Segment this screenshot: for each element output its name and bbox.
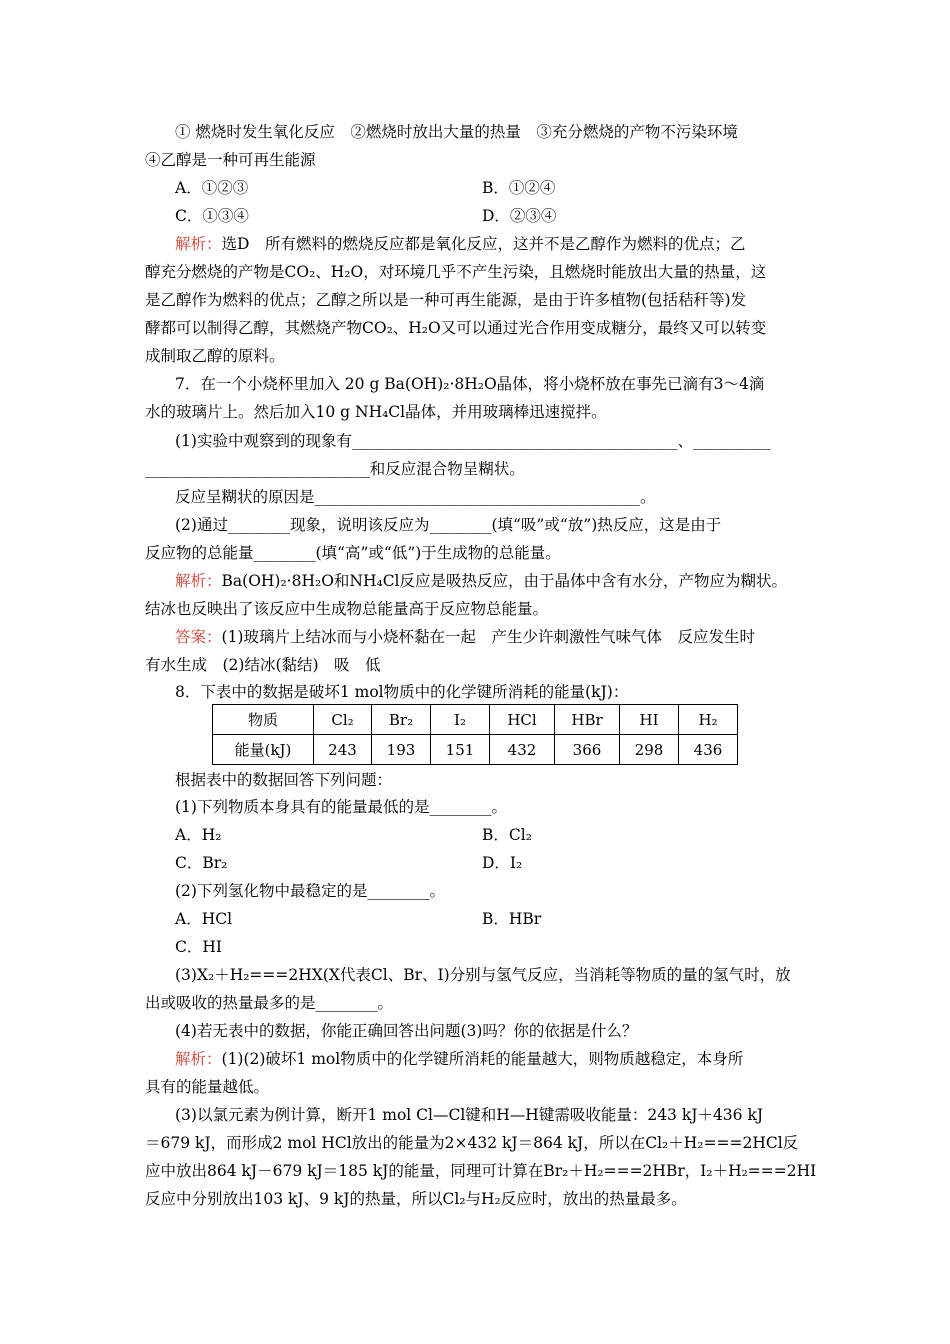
q8-sub4: (4)若无表中的数据，你能正确回答出问题(3)吗？你的依据是什么？ <box>175 1022 638 1040</box>
q7-part1-line1: (1)实验中观察到的现象有__________________________________________、__________ <box>175 432 771 450</box>
q7-answer-line1 <box>175 627 755 647</box>
q6-option-d: D．②③④ <box>482 207 557 225</box>
q6-analysis-line4: 酵都可以制得乙醇，其燃烧产物CO₂、H₂O又可以通过光合作用变成糖分，最终又可以转变 <box>145 319 767 337</box>
analysis-label: 解析： <box>175 1050 222 1068</box>
q8-analysis-line2: 具有的能量越低。 <box>145 1078 270 1096</box>
table-cell: 432 <box>490 735 555 765</box>
q8-sub1-option-d: D．I₂ <box>482 854 523 872</box>
q8-analysis-text: (1)(2)破坏1 mol物质中的化学键所消耗的能量越大，则物质越稳定，本身所 <box>221 1050 744 1068</box>
q7-part1-line3: 反应呈糊状的原因是__________________________________________。 <box>175 488 656 506</box>
table-cell: Cl₂ <box>314 705 372 735</box>
q8-sub1: (1)下列物质本身具有的能量最低的是________。 <box>175 798 507 816</box>
q8-stem: 8．下表中的数据是破坏1 mol物质中的化学键所消耗的能量(kJ)： <box>175 683 629 701</box>
analysis-label: 解析： <box>175 572 222 590</box>
bond-energy-table <box>212 704 738 765</box>
table-cell: H₂ <box>679 705 738 735</box>
q7-part2-line1: (2)通过________现象，说明该反应为________(填“吸”或“放”)热反应，这是由于 <box>175 516 722 534</box>
table-cell: 193 <box>372 735 431 765</box>
q6-option-c: C．①③④ <box>175 207 249 225</box>
table-cell: 151 <box>431 735 490 765</box>
q8-calc-line1: (3)以氯元素为例计算，断开1 mol Cl—Cl键和H—H键需吸收能量：243 kJ＋436 kJ <box>175 1106 764 1124</box>
q8-analysis-line1 <box>175 1049 743 1069</box>
q7-stem-line1: 7．在一个小烧杯里加入 20 g Ba(OH)₂·8H₂O晶体，将小烧杯放在事先已滴有3～4滴 <box>175 375 765 393</box>
q8-calc-line2: ＝679 kJ，而形成2 mol HCl放出的能量为2×432 kJ＝864 kJ，所以在Cl₂＋H₂===2HCl反 <box>145 1134 799 1152</box>
answer-label: 答案： <box>175 628 222 646</box>
q6-option-b: B．①②④ <box>482 179 556 197</box>
q6-analysis-text: 选D 所有燃料的燃烧反应都是氧化反应，这并不是乙醇作为燃料的优点；乙 <box>221 235 746 253</box>
table-cell: 能量(kJ) <box>213 735 314 765</box>
q6-analysis-line2: 醇充分燃烧的产物是CO₂、H₂O，对环境几乎不产生污染，且燃烧时能放出大量的热量，这 <box>145 263 767 281</box>
q8-sub3-line2: 出或吸收的热量最多的是________。 <box>145 994 394 1012</box>
q7-analysis-line2: 结冰也反映出了该反应中生成物总能量高于反应物总能量。 <box>145 600 549 618</box>
q8-calc-line3: 应中放出864 kJ－679 kJ＝185 kJ的能量，同理可计算在Br₂＋H₂===2HBr，I₂＋H₂===2HI <box>145 1162 817 1180</box>
q8-sub2-option-a: A．HCl <box>175 910 233 928</box>
table-cell: Br₂ <box>372 705 431 735</box>
q6-stem-line1: ① 燃烧时发生氧化反应 ②燃烧时放出大量的热量 ③充分燃烧的产物不污染环境 <box>175 123 738 141</box>
q6-analysis-line5: 成制取乙醇的原料。 <box>145 347 285 365</box>
table-cell: 366 <box>555 735 620 765</box>
table-header-row <box>213 705 738 735</box>
q7-analysis-line1 <box>175 571 787 591</box>
q7-part2-line2: 反应物的总能量________(填“高”或“低”)于生成物的总能量。 <box>145 544 561 562</box>
table-cell: 243 <box>314 735 372 765</box>
table-cell: HBr <box>555 705 620 735</box>
q6-stem-line2: ④乙醇是一种可再生能源 <box>145 151 316 169</box>
q7-stem-line2: 水的玻璃片上。然后加入10 g NH₄Cl晶体，并用玻璃棒迅速搅拌。 <box>145 403 607 421</box>
q6-analysis-line1 <box>175 234 745 254</box>
q8-sub1-option-a: A．H₂ <box>175 826 222 844</box>
q6-option-a: A．①②③ <box>175 179 249 197</box>
q8-sub2-option-b: B．HBr <box>482 910 542 928</box>
q8-intro: 根据表中的数据回答下列问题： <box>175 771 393 789</box>
q6-analysis-line3: 是乙醇作为燃料的优点；乙醇之所以是一种可再生能源，是由于许多植物(包括秸秆等)发 <box>145 291 747 309</box>
q7-analysis-text: Ba(OH)₂·8H₂O和NH₄Cl反应是吸热反应，由于晶体中含有水分，产物应为糊状。 <box>221 572 788 590</box>
table-cell: 298 <box>620 735 679 765</box>
analysis-label: 解析： <box>175 235 222 253</box>
q8-sub2: (2)下列氢化物中最稳定的是________。 <box>175 882 445 900</box>
q8-sub2-option-c: C．HI <box>175 938 222 956</box>
q8-calc-line4: 反应中分别放出103 kJ、9 kJ的热量，所以Cl₂与H₂反应时，放出的热量最多。 <box>145 1190 687 1208</box>
table-cell: HCl <box>490 705 555 735</box>
q8-sub1-option-c: C．Br₂ <box>175 854 228 872</box>
q7-answer-line2: 有水生成 (2)结冰(黏结) 吸 低 <box>145 656 381 674</box>
q7-answer-text: (1)玻璃片上结冰而与小烧杯黏在一起 产生少许刺激性气味气体 反应发生时 <box>221 628 755 646</box>
table-cell: 436 <box>679 735 738 765</box>
table-cell: HI <box>620 705 679 735</box>
table-row <box>213 735 738 765</box>
table-cell: 物质 <box>213 705 314 735</box>
q8-sub1-option-b: B．Cl₂ <box>482 826 532 844</box>
table-cell: I₂ <box>431 705 490 735</box>
q8-sub3-line1: (3)X₂＋H₂===2HX(X代表Cl、Br、I)分别与氢气反应，当消耗等物质的量的氢气时，放 <box>175 966 791 984</box>
q7-part1-line2: _____________________________和反应混合物呈糊状。 <box>145 460 525 478</box>
